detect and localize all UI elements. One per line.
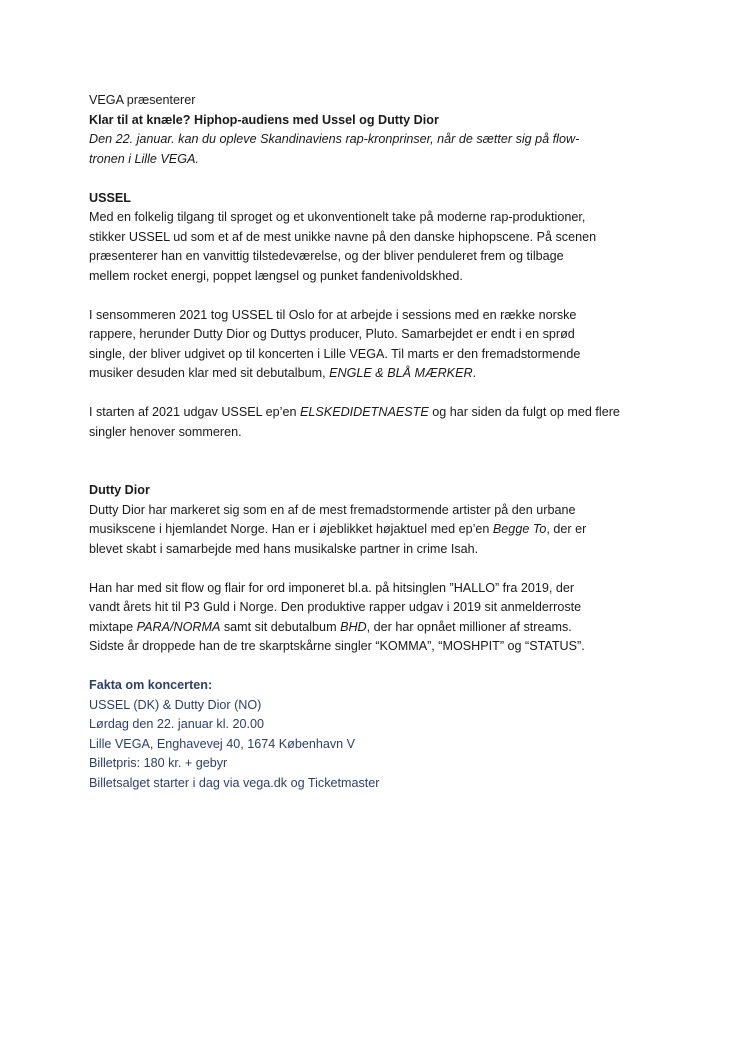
- ussel-p2-text: .: [472, 366, 477, 380]
- dutty-p1-text: musikscene i hjemlandet Norge. Han er i øjeblikket højaktuel med ep’en: [89, 522, 493, 536]
- ussel-p1-line: mellem rocket energi, poppet længsel og punket fandenivoldskhed.: [89, 268, 463, 283]
- dutty-p2-text: samt sit debutalbum: [220, 619, 341, 634]
- ussel-p3-text: I starten af 2021 udgav USSEL ep’en: [89, 405, 300, 419]
- ussel-p3-line: [89, 403, 669, 423]
- dutty-p1-line: [89, 520, 669, 540]
- ussel-p3-line: singler henover sommeren.: [89, 424, 242, 439]
- facts-date: Lørdag den 22. januar kl. 20.00: [89, 717, 265, 731]
- dutty-p2-line: vandt årets hit til P3 Guld i Norge. Den produktive rapper udgav i 2019 sit anmelderroste: [89, 600, 582, 614]
- presenter-line: VEGA præsenterer: [89, 93, 196, 107]
- dutty-p2-line: Han har med sit flow og flair for ord imponeret bl.a. på hitsinglen ”HALLO” fra 2019, der: [89, 580, 575, 595]
- headline: Klar til at knæle? Hiphop-audiens med Ussel og Dutty Dior: [89, 112, 439, 127]
- facts-artists: USSEL (DK) & Dutty Dior (NO): [89, 697, 262, 712]
- dutty-heading: Dutty Dior: [89, 483, 150, 497]
- facts-venue: Lille VEGA, Enghavevej 40, 1674 København V: [89, 736, 356, 751]
- dutty-p1-line: Dutty Dior har markeret sig som en af de mest fremadstormende artister på den urbane: [89, 502, 576, 517]
- dutty-p2-line: Sidste år droppede han de tre skarptskårne singler “KOMMA”, “MOSHPIT” og “STATUS”.: [89, 639, 585, 653]
- ussel-ep-title: ELSKEDIDETNAESTE: [299, 405, 429, 419]
- dutty-mixtape-title: PARA/NORMA: [136, 619, 221, 634]
- ussel-p2-text: musiker desuden klar med sit debutalbum,: [89, 366, 330, 380]
- ussel-p1-line: stikker USSEL ud som et af de mest unikke navne på den danske hiphopscene. På scenen: [89, 229, 597, 244]
- press-release: [89, 91, 669, 793]
- dutty-p2-text: mixtape: [89, 619, 137, 634]
- dutty-p2-text: , der har opnået millioner af streams.: [366, 619, 572, 634]
- ussel-p1-line: Med en folkelig tilgang til sproget og et ukonventionelt take på moderne rap-produktioner,: [89, 210, 586, 224]
- dutty-p2-line: [89, 618, 669, 638]
- ussel-p3-text: og har siden da fulgt op med flere: [428, 405, 620, 419]
- intro-line-1: Den 22. januar. kan du opleve Skandinaviens rap-kronprinser, når de sætter sig på flow-: [89, 132, 580, 146]
- ussel-p1-line: præsenterer han en vanvittig tilstedeværelse, og der bliver penduleret frem og tilbage: [89, 249, 564, 263]
- facts-sales: Billetsalget starter i dag via vega.dk og Ticketmaster: [89, 775, 380, 790]
- ussel-p2-line: rappere, herunder Dutty Dior og Duttys producer, Pluto. Samarbejdet er endt i en sprød: [89, 327, 575, 341]
- dutty-ep-title: Begge To: [492, 522, 547, 536]
- facts-heading: Fakta om koncerten:: [89, 678, 213, 692]
- ussel-heading: USSEL: [89, 190, 131, 205]
- ussel-album-title: ENGLE & BLÅ MÆRKER: [329, 366, 473, 380]
- ussel-p2-line: I sensommeren 2021 tog USSEL til Oslo for at arbejde i sessions med en række norske: [89, 307, 577, 322]
- ussel-p2-line: [89, 364, 669, 384]
- ussel-p2-line: single, der bliver udgivet op til koncerten i Lille VEGA. Til marts er den fremadstormende: [89, 346, 581, 361]
- intro-line-2: tronen i Lille VEGA.: [89, 151, 199, 166]
- dutty-p1-text: , der er: [546, 522, 587, 536]
- dutty-album-title: BHD: [340, 619, 367, 634]
- facts-price: Billetpris: 180 kr. + gebyr: [89, 756, 228, 770]
- dutty-p1-line: blevet skabt i samarbejde med hans musikalske partner in crime Isah.: [89, 541, 479, 556]
